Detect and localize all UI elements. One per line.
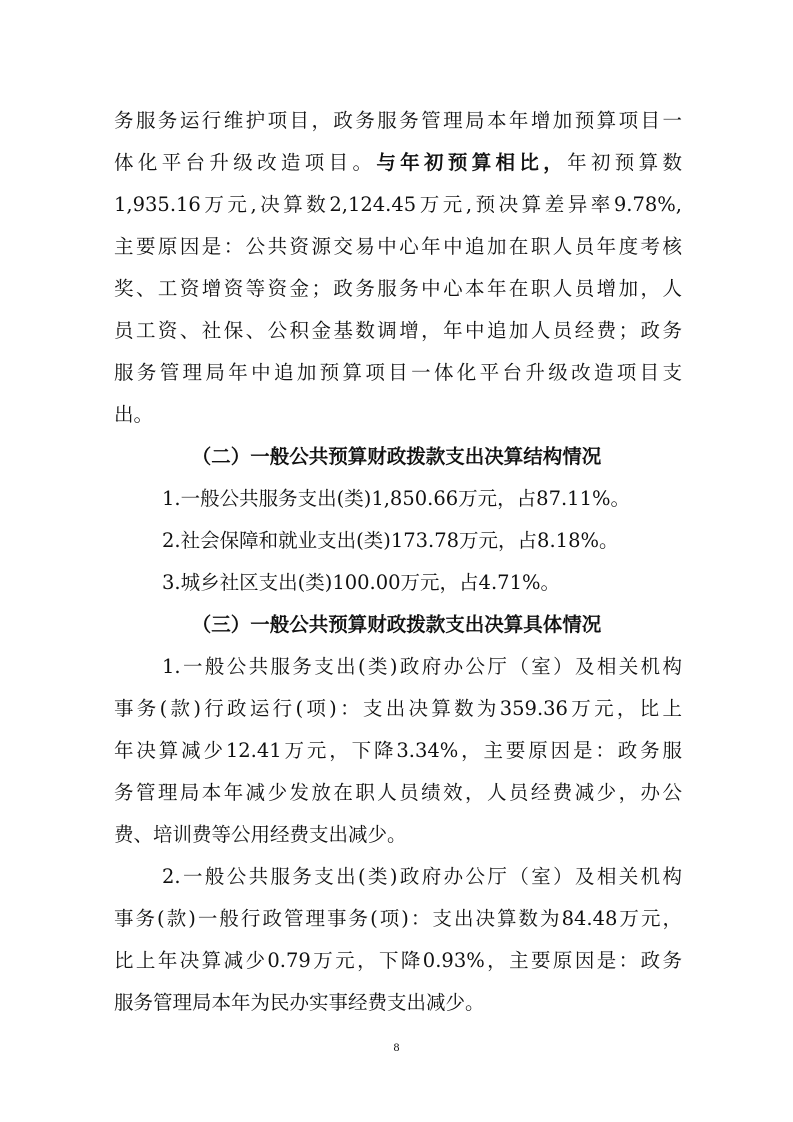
section-heading-2: （二）一般公共预算财政拨款支出决算结构情况 [191, 445, 602, 468]
structure-item-1: 1.一般公共服务支出(类)1,850.66万元，占87.11%。 [162, 487, 631, 510]
paragraph-line: 2.一般公共服务支出(类)政府办公厅（室）及相关机构 [162, 865, 682, 888]
paragraph-line: 务管理局本年减少发放在职人员绩效，人员经费减少，办公 [114, 781, 682, 804]
paragraph-line: 事务(款)一般行政管理事务(项)：支出决算数为84.48万元， [114, 907, 682, 930]
paragraph-line: 1.一般公共服务支出(类)政府办公厅（室）及相关机构 [162, 655, 682, 678]
paragraph-line: 员工资、社保、公积金基数调增，年中追加人员经费；政务 [114, 319, 682, 342]
paragraph-line: 服务管理局本年为民办实事经费支出减少。 [114, 991, 485, 1014]
bold-phrase: 与年初预算相比， [376, 151, 568, 174]
section-heading-3: （三）一般公共预算财政拨款支出决算具体情况 [191, 613, 602, 636]
paragraph-line: 年决算减少12.41万元，下降3.34%，主要原因是：政务服 [114, 739, 682, 762]
paragraph-line: 1,935.16万元,决算数2,124.45万元,预决算差异率9.78%, [114, 193, 682, 216]
structure-item-3: 3.城乡社区支出(类)100.00万元，占4.71%。 [162, 571, 560, 594]
text-run: 年初预算数 [567, 151, 682, 174]
paragraph-line: 奖、工资增资等资金；政务服务中心本年在职人员增加，人 [114, 277, 682, 300]
paragraph-line: 主要原因是：公共资源交易中心年中追加在职人员年度考核 [114, 235, 682, 258]
text-run: 体化平台升级改造项目。 [114, 151, 377, 174]
page-number: 8 [393, 1040, 400, 1054]
paragraph-line: 务服务运行维护项目，政务服务管理局本年增加预算项目一 [114, 109, 682, 132]
paragraph-line: 比上年决算减少0.79万元，下降0.93%，主要原因是：政务 [114, 949, 682, 972]
paragraph-line [114, 151, 682, 175]
paragraph-line: 出。 [114, 403, 154, 426]
paragraph-line: 事务(款)行政运行(项)：支出决算数为359.36万元，比上 [114, 697, 682, 720]
paragraph-line: 服务管理局年中追加预算项目一体化平台升级改造项目支 [114, 361, 682, 384]
paragraph-line: 费、培训费等公用经费支出减少。 [114, 823, 407, 846]
structure-item-2: 2.社会保障和就业支出(类)173.78万元，占8.18%。 [162, 529, 619, 552]
